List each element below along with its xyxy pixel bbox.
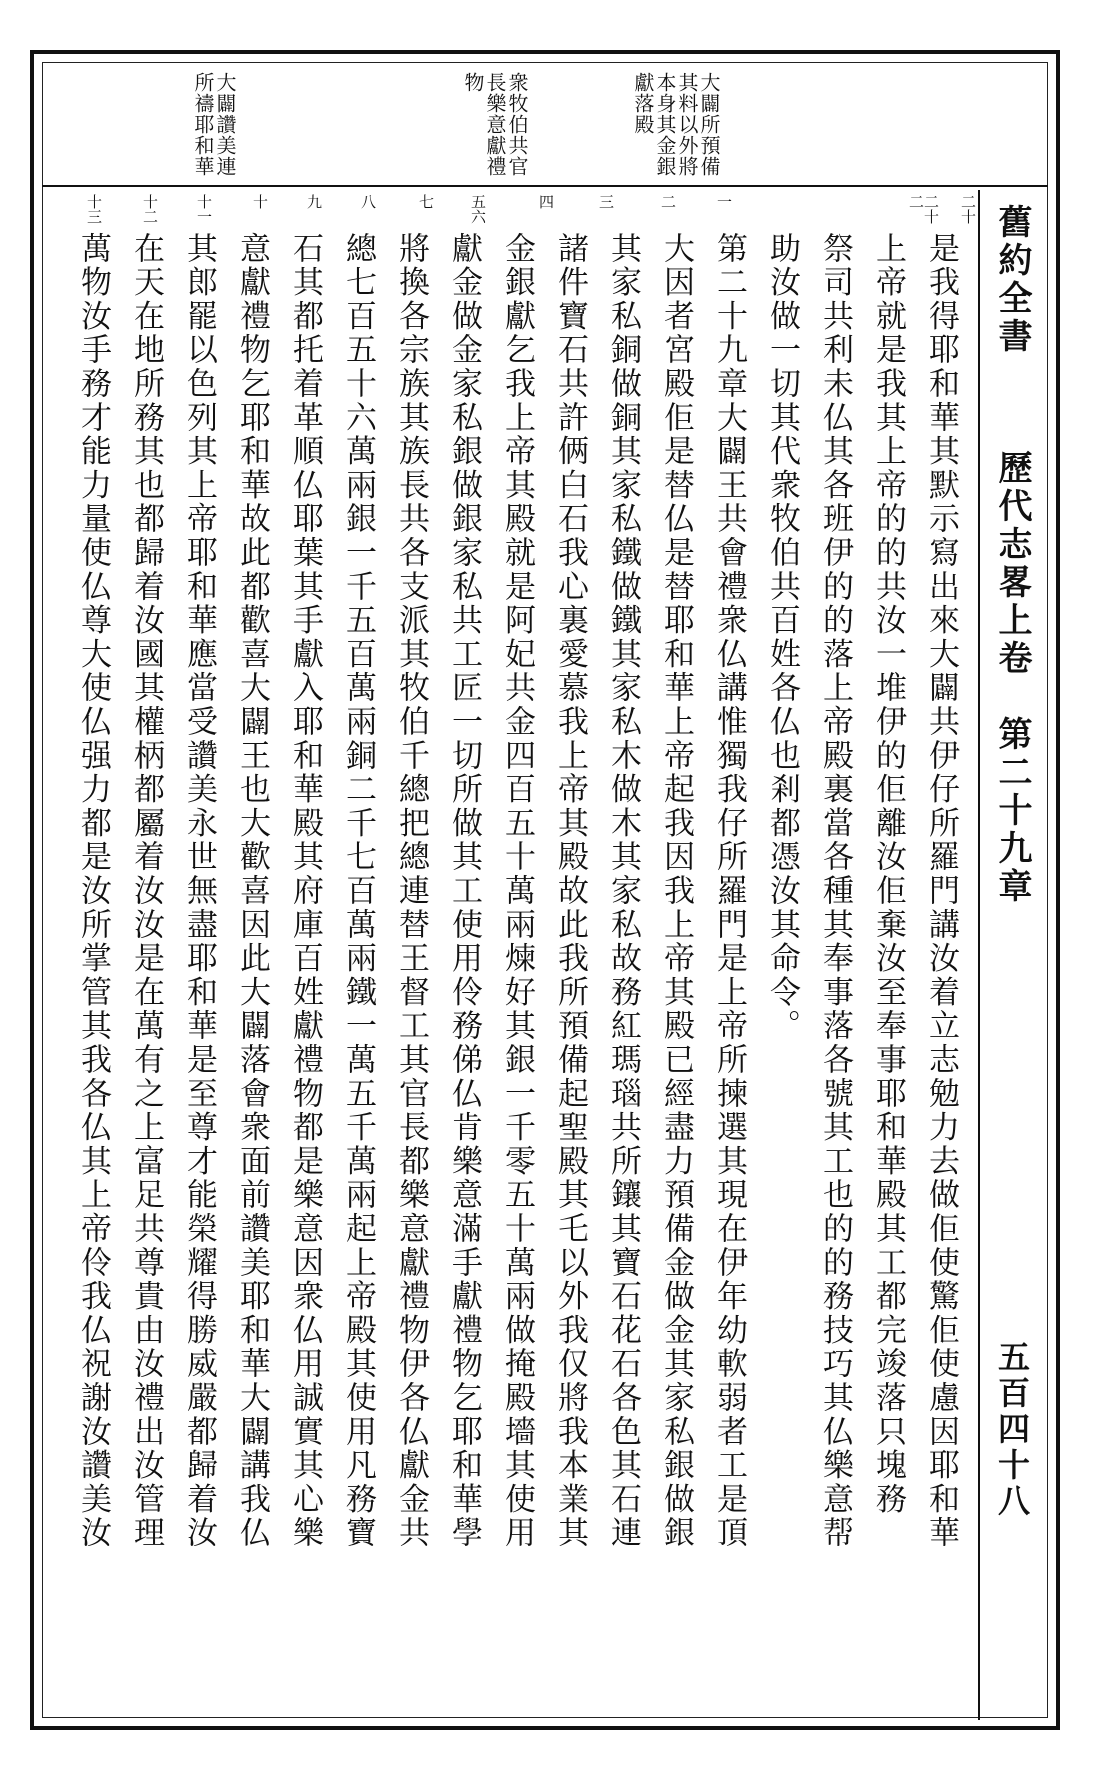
verse-number: 八: [359, 194, 377, 209]
text-column: 萬物汝手務才能力量使仏尊大使仏强力都是汝所掌管其我各仏其上帝伶我仏祝謝汝讚美汝: [75, 232, 111, 1551]
text-column: 是我得耶和華其默示寫出來大闢共伊仔所羅門講汝着立志勉力去做佢使驚佢使慮因耶和華: [923, 232, 959, 1551]
text-column: 其郎罷以色列其上帝耶和華應當受讚美永世無盡耶和華是至尊才能榮耀得勝威嚴都歸着汝: [181, 232, 217, 1551]
verse-number-row: [60, 190, 977, 228]
page-number: 五百四十八: [993, 1340, 1031, 1520]
text-column: 在天在地所務其也都歸着汝國其權柄都屬着汝汝是在萬有之上富足共尊貴由汝禮出汝管理: [128, 232, 164, 1551]
margin-note: 衆牧伯共官長樂意獻禮物: [461, 72, 529, 177]
text-column: 諸件寶石共許俩白石我心裏愛慕我上帝其殿故此我所預備起聖殿其乇以外我仅將我本業其: [552, 232, 588, 1551]
text-column: 第二十九章大闢王共會禮衆仏講惟獨我仔所羅門是上帝所揀選其現在伊年幼軟弱者工是頂: [711, 232, 747, 1551]
verse-number: 二十: [959, 194, 977, 224]
text-column: 大因者宮殿佢是替仏是替耶和華上帝起我因我上帝其殿已經盡力預備金做金其家私銀做銀: [658, 232, 694, 1551]
verse-number: 十二: [141, 194, 159, 224]
text-column: 助汝做一切其代衆牧伯共百姓各仏也剎都憑汝其命令。: [764, 232, 800, 1044]
margin-note: 大闢讚美連所禱耶和華: [191, 72, 237, 177]
verse-number: 十: [251, 194, 269, 209]
text-column: 總七百五十六萬兩銀一千五百萬兩銅二千七百萬兩鐵一萬五千萬兩起上帝殿其使用凡務寶: [340, 232, 376, 1551]
verse-number: 三: [597, 194, 615, 209]
book-title: 舊約全書: [992, 204, 1032, 356]
verse-number: 七: [417, 194, 435, 209]
body-text: [70, 232, 970, 1712]
text-column: 其家私銅做銅其家私鐵做鐵其家私木做木其家私故務紅瑪瑙共所鑲其寶石花石各色其石連: [605, 232, 641, 1551]
text-column: 金銀獻乞我上帝其殿就是阿妃共金四百五十萬兩煉好其銀一千零五十萬兩做掩殿墻其使用: [499, 232, 535, 1551]
margin-note: 大闢所預備其料以外將本身其金銀獻落殿: [631, 72, 721, 177]
text-column: 石其都托着革順仏耶葉其手獻入耶和華殿其府庫百姓獻禮物都是樂意因衆仏用誠實其心樂: [287, 232, 323, 1551]
verse-number: 二十二: [907, 194, 940, 224]
verse-number: 二: [659, 194, 677, 209]
annotation-panel: [42, 62, 1048, 187]
text-column: 獻金做金家私銀做銀家私共工匠一切所做其工使用伶務俤仏肯樂意滿手獻禮物乞耶和華學: [446, 232, 482, 1551]
verse-number: 四: [537, 194, 555, 209]
text-column: 將換各宗族其族長共各支派其牧伯千總把總連替王督工其官長都樂意獻禮物伊各仏獻金共: [393, 232, 429, 1551]
text-column: 祭司共利未仏其各班伊的的落上帝殿裏當各種其奉事落各號其工也的的務技巧其仏樂意帮: [817, 232, 853, 1551]
verse-number: 十一: [195, 194, 213, 224]
running-header: [978, 190, 1042, 1720]
chapter-title: 歷代志畧上卷 第二十九章: [992, 450, 1032, 906]
verse-number: 一: [715, 194, 733, 209]
verse-number: 九: [305, 194, 323, 209]
text-column: 上帝就是我其上帝的的共汝一堆伊的佢離汝佢棄汝至奉事耶和華殿其工都完竣落只塊務: [870, 232, 906, 1517]
text-column: 意獻禮物乞耶和華故此都歡喜大闢王也大歡喜因此大闢落會衆面前讚美耶和華大闢講我仏: [234, 232, 270, 1551]
verse-number: 十三: [85, 194, 103, 224]
verse-number: 五六: [469, 194, 487, 224]
